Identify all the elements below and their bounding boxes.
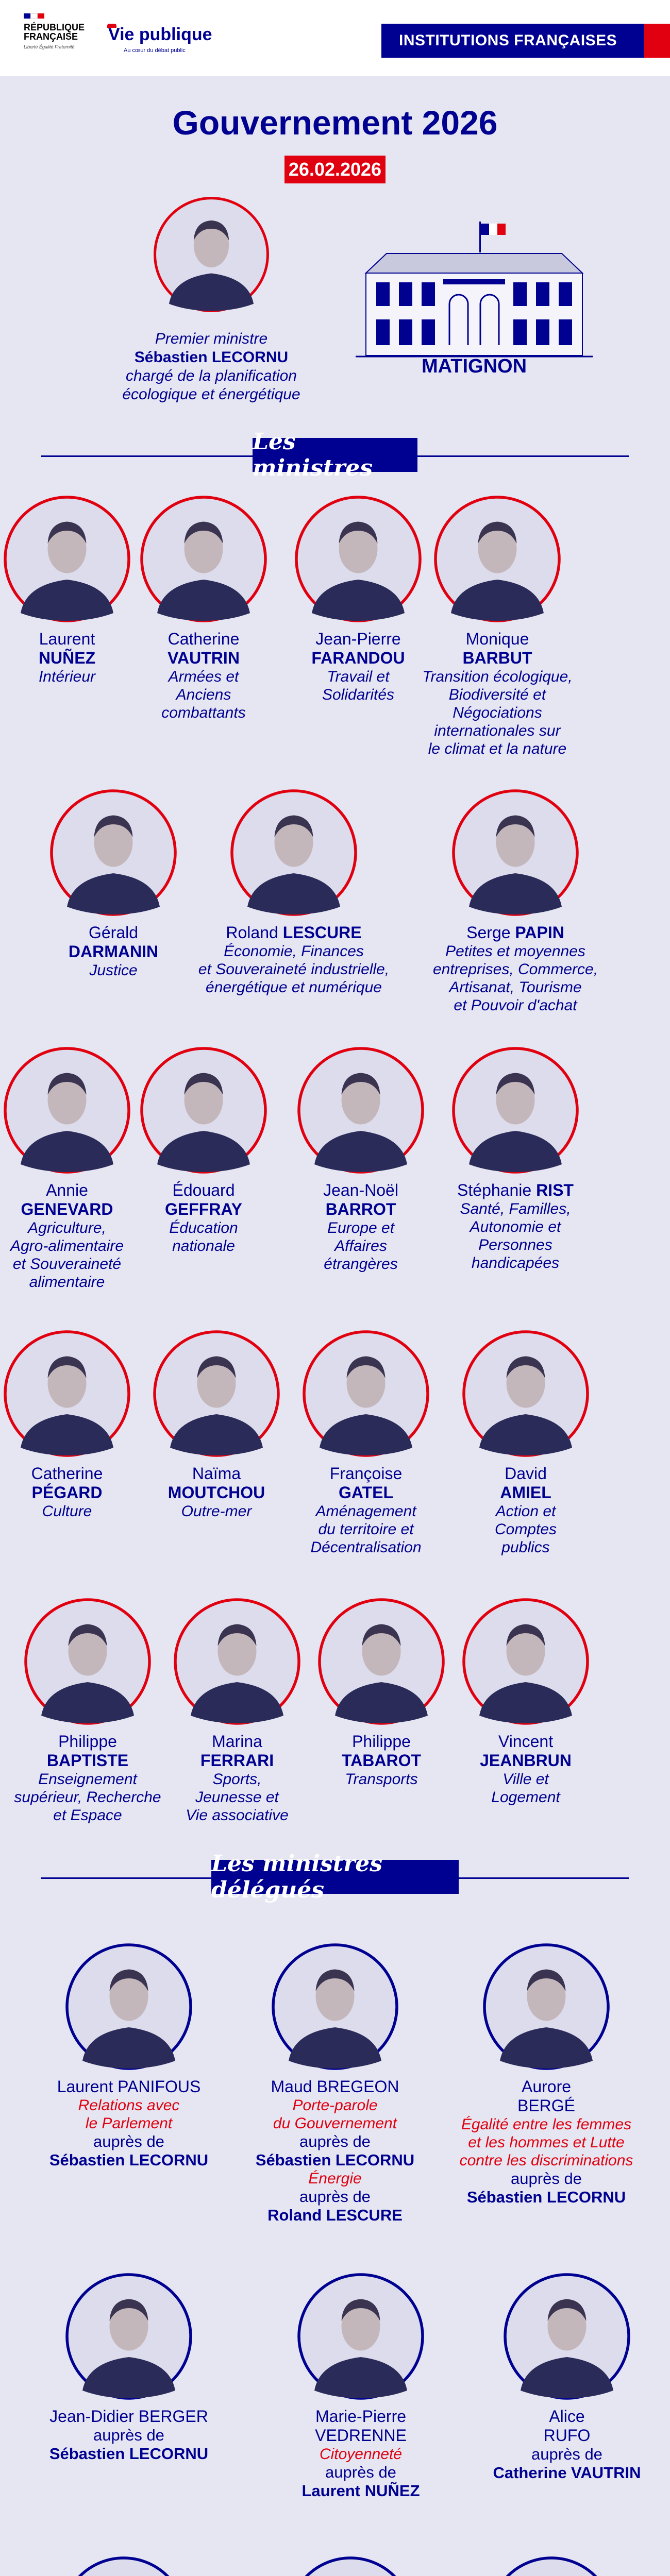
delegate-portfolio: Égalité entre les femmes (461, 2116, 632, 2133)
minister-portfolio: Autonomie et (470, 1218, 561, 1235)
portrait-photo (451, 788, 580, 917)
portrait-photo (461, 1329, 590, 1458)
minister-last-name: JEANBRUN (480, 1751, 572, 1770)
delegate-minister-card (21, 1942, 237, 2170)
minister-first-name: Stéphanie (457, 1181, 532, 1199)
portrait-photo (301, 1329, 430, 1458)
minister-portfolio: Sports, (212, 1771, 262, 1788)
portrait-photo (433, 495, 562, 623)
tricolor-flag-icon (24, 13, 44, 19)
minister-first-name: Monique (465, 630, 529, 648)
minister-portfolio: Aménagement (315, 1503, 416, 1520)
minister-portfolio: entreprises, Commerce, (432, 961, 598, 978)
matignon-label: MATIGNON (421, 355, 527, 377)
minister-first-name: Jean-Noël (323, 1181, 398, 1199)
portrait-photo (139, 495, 268, 623)
section-ministers-label: Les ministres (253, 438, 417, 472)
minister-portfolio: Outre-mer (181, 1503, 252, 1520)
portrait-photo (153, 196, 270, 313)
portrait-photo (59, 2555, 188, 2576)
delegate-minister-card (237, 1942, 433, 2225)
portrait-photo (49, 788, 178, 917)
minister-portfolio: et Souveraineté industrielle, (198, 961, 390, 978)
minister-portfolio: Logement (491, 1789, 560, 1806)
delegate-reports-to: Sébastien LECORNU (255, 2151, 415, 2169)
minister-last-name: FARANDOU (311, 649, 405, 667)
delegate-portfolio: du Gouvernement (273, 2115, 397, 2132)
delegate-reports-to: Sébastien LECORNU (49, 2445, 209, 2463)
prime-minister-desc: écologique et énergétique (122, 386, 300, 403)
minister-first-name: Laurent (39, 630, 95, 648)
delegate-aupres: auprès de (511, 2170, 582, 2188)
minister-first-name: Vincent (498, 1732, 554, 1751)
prime-minister-role: Premier ministre (155, 330, 268, 347)
delegate-portfolio: contre les discriminations (459, 2152, 633, 2169)
minister-portfolio: Négociations (453, 704, 542, 721)
date-badge: 26.02.2026 (284, 156, 386, 183)
portrait-photo (296, 1046, 425, 1175)
minister-portfolio: Économie, Finances (224, 943, 364, 960)
minister-portfolio: Biodiversité et (448, 686, 546, 703)
portrait-photo (461, 1597, 590, 1726)
minister-portfolio: Enseignement (38, 1771, 137, 1788)
minister-portfolio: Éducation (169, 1219, 238, 1236)
delegate-aupres: auprès de (325, 2463, 396, 2481)
minister-first-name: Roland (226, 923, 278, 942)
minister-last-name: TABAROT (341, 1751, 422, 1770)
minister-card (459, 1597, 593, 1806)
minister-portfolio: Travail et (327, 668, 390, 685)
minister-portfolio: et Espace (53, 1807, 122, 1824)
delegate-portfolio: Porte-parole (292, 2097, 378, 2114)
delegate-name-line: Laurent PANIFOUS (57, 2077, 201, 2096)
minister-portfolio: et Souveraineté (12, 1256, 122, 1273)
delegate-name-line: Aurore (521, 2077, 572, 2096)
delegate-reports-to: Catherine VAUTRIN (493, 2464, 641, 2482)
minister-portfolio: alimentaire (29, 1274, 105, 1291)
minister-card (417, 495, 577, 758)
delegate-portfolio: et les hommes et Lutte (468, 2134, 625, 2151)
minister-card (183, 788, 405, 996)
minister-portfolio: Agro-alimentaire (10, 1238, 124, 1255)
minister-portfolio: Solidarités (322, 686, 395, 703)
minister-portfolio: Transition écologique, (422, 668, 573, 685)
minister-name (0, 630, 134, 668)
delegate-name-line: Marie-Pierre (315, 2407, 407, 2426)
minister-portfolio: supérieur, Recherche (14, 1789, 161, 1806)
minister-last-name: VAUTRIN (167, 649, 240, 667)
minister-portfolio: Europe et (327, 1219, 395, 1236)
minister-card (0, 495, 134, 686)
minister-name (149, 1464, 283, 1502)
republique-francaise-logo[interactable] (24, 13, 86, 49)
rf-motto: Liberté Égalité Fraternité (24, 44, 75, 49)
minister-portfolio: le climat et la nature (428, 740, 567, 757)
minister-name (183, 923, 405, 942)
portrait-photo (3, 1046, 131, 1175)
minister-first-name: David (505, 1464, 547, 1483)
delegate-portfolio: Relations avec (78, 2097, 180, 2114)
delegate-reports-to: Roland LESCURE (267, 2206, 403, 2224)
minister-portfolio: Jeunesse et (195, 1789, 279, 1806)
minister-name (314, 1732, 448, 1770)
prime-minister-name: Sébastien LECORNU (134, 349, 289, 366)
minister-first-name: Naïma (192, 1464, 241, 1483)
delegate-reports-to: Sébastien LECORNU (49, 2151, 209, 2169)
section-ministers-header (0, 429, 670, 481)
minister-last-name: LESCURE (282, 923, 362, 942)
minister-last-name: GENEVARD (21, 1200, 113, 1218)
minister-portfolio: Action et (495, 1503, 556, 1520)
minister-first-name: Serge (466, 923, 511, 942)
page-title: Gouvernement 2026 (172, 104, 498, 142)
minister-last-name: NUÑEZ (38, 649, 96, 667)
section-delegates-label: Les ministres délégués (211, 1860, 459, 1894)
portrait-photo (317, 1597, 446, 1726)
portrait-photo (64, 1942, 193, 2071)
portrait-photo (482, 1942, 611, 2071)
portrait-photo (271, 1942, 399, 2071)
minister-first-name: Philippe (352, 1732, 411, 1751)
rf-line1: RÉPUBLIQUE (24, 22, 85, 32)
portrait-photo (296, 2272, 425, 2401)
minister-first-name: Catherine (31, 1464, 103, 1483)
delegate-minister-card (438, 1942, 655, 2207)
minister-first-name: Annie (46, 1181, 88, 1199)
portrait-photo (173, 1597, 301, 1726)
minister-portfolio: Décentralisation (310, 1539, 422, 1556)
minister-last-name: GATEL (338, 1483, 394, 1502)
minister-name (291, 630, 425, 668)
minister-portfolio: Justice (89, 962, 138, 979)
delegate-portfolio: Énergie (308, 2170, 362, 2187)
minister-card (160, 1597, 314, 1824)
top-header (0, 0, 670, 76)
minister-name (294, 1181, 428, 1219)
minister-portfolio: Vie associative (186, 1807, 289, 1824)
minister-last-name: BARBUT (462, 649, 532, 667)
minister-card (137, 1046, 271, 1255)
minister-portfolio: Artisanat, Tourisme (449, 979, 582, 996)
minister-card (443, 1046, 588, 1272)
portrait-photo (23, 1597, 152, 1726)
minister-name (299, 1464, 433, 1502)
category-band: INSTITUTIONS FRANÇAISES (381, 24, 644, 58)
minister-card (0, 1329, 134, 1520)
minister-last-name: BAPTISTE (46, 1751, 129, 1770)
minister-name (443, 1181, 588, 1200)
minister-last-name: PAPIN (515, 923, 564, 942)
minister-card (294, 1046, 428, 1273)
delegate-portfolio: le Parlement (85, 2115, 173, 2132)
minister-portfolio: Agriculture, (28, 1219, 106, 1236)
minister-name (0, 1732, 180, 1770)
delegate-name-line: Maud BREGEON (271, 2077, 399, 2096)
portrait-photo (3, 495, 131, 623)
delegate-portfolio: Citoyenneté (319, 2446, 403, 2463)
minister-name (0, 1464, 134, 1502)
minister-last-name: GEFFRAY (165, 1200, 242, 1218)
section-delegates-header (0, 1851, 670, 1903)
minister-first-name: Jean-Pierre (315, 630, 401, 648)
category-band-accent (644, 24, 670, 58)
minister-portfolio: Petites et moyennes (445, 943, 585, 960)
delegate-name (237, 2077, 433, 2096)
matignon-building-illustration (356, 222, 593, 376)
delegate-name-line: BERGÉ (517, 2096, 576, 2115)
vie-publique-tagline: Au cœur du débat public (124, 47, 186, 54)
portrait-photo (487, 2555, 616, 2576)
minister-first-name: Catherine (167, 630, 240, 648)
delegate-minister-card (253, 2555, 448, 2576)
delegate-name-line: RUFO (543, 2426, 591, 2445)
delegate-name (21, 2407, 237, 2426)
minister-portfolio: étrangères (324, 1256, 398, 1273)
minister-last-name: AMIEL (500, 1483, 551, 1502)
minister-card (459, 1329, 593, 1556)
delegate-reports-to: Sébastien LECORNU (466, 2188, 626, 2206)
minister-last-name: FERRARI (200, 1751, 274, 1770)
minister-first-name: Édouard (172, 1181, 235, 1199)
delegate-aupres: auprès de (93, 2426, 164, 2444)
minister-name (137, 1181, 271, 1219)
portrait-photo (64, 2272, 193, 2401)
minister-card (412, 788, 618, 1014)
delegate-name (263, 2407, 459, 2445)
minister-name (46, 923, 180, 961)
portrait-photo (3, 1329, 131, 1458)
delegate-aupres: auprès de (299, 2132, 371, 2150)
minister-last-name: DARMANIN (68, 942, 159, 961)
minister-portfolio: Affaires (334, 1238, 387, 1255)
vie-publique-logo[interactable]: Vie publique (108, 25, 212, 44)
minister-first-name: Philippe (58, 1732, 117, 1751)
portrait-photo (451, 1046, 580, 1175)
minister-card (0, 1597, 180, 1824)
minister-card (314, 1597, 448, 1788)
minister-name (412, 923, 618, 942)
minister-portfolio: et Pouvoir d'achat (454, 997, 577, 1014)
minister-last-name: MOUTCHOU (167, 1483, 265, 1502)
minister-portfolio: du territoire et (318, 1521, 414, 1538)
delegate-name (21, 2077, 237, 2096)
minister-card (137, 495, 271, 722)
minister-portfolio: Anciens combattants (161, 686, 246, 721)
prime-minister-photo (153, 196, 270, 313)
delegate-aupres: auprès de (531, 2445, 602, 2463)
minister-name (160, 1732, 314, 1770)
delegate-minister-card (448, 2555, 655, 2576)
minister-portfolio: Ville et (502, 1771, 549, 1788)
delegate-minister-card (469, 2272, 665, 2482)
minister-last-name: BARROT (325, 1200, 396, 1218)
prime-minister-block (88, 330, 335, 404)
minister-last-name: RIST (536, 1181, 574, 1199)
minister-first-name: Françoise (329, 1464, 403, 1483)
portrait-photo (139, 1046, 268, 1175)
prime-minister-desc: chargé de la planification (126, 367, 297, 384)
minister-name (137, 630, 271, 668)
minister-portfolio: internationales sur (434, 722, 561, 739)
delegate-minister-card (10, 2555, 237, 2576)
minister-portfolio: Personnes (478, 1236, 552, 1253)
delegate-name-line: Jean-Didier BERGER (49, 2407, 208, 2426)
minister-card (149, 1329, 283, 1520)
delegate-minister-card (21, 2272, 237, 2463)
minister-portfolio: publics (501, 1539, 550, 1556)
minister-name (417, 630, 577, 668)
delegate-name (438, 2077, 655, 2115)
rf-line2: FRANÇAISE (24, 31, 78, 42)
minister-portfolio: Transports (345, 1771, 418, 1788)
minister-name (459, 1732, 593, 1770)
minister-card (299, 1329, 433, 1556)
minister-portfolio: Santé, Familles, (460, 1200, 571, 1217)
minister-portfolio: Armées et (168, 668, 239, 685)
minister-first-name: Gérald (88, 923, 139, 942)
minister-portfolio: handicapées (471, 1255, 560, 1272)
portrait-photo (152, 1329, 281, 1458)
minister-name (0, 1181, 134, 1219)
delegate-aupres: auprès de (299, 2188, 371, 2206)
delegate-name-line: VEDRENNE (315, 2426, 407, 2445)
delegate-reports-to: Laurent NUÑEZ (301, 2482, 420, 2500)
minister-name (459, 1464, 593, 1502)
minister-card (46, 788, 180, 979)
delegate-aupres: auprès de (93, 2132, 164, 2150)
delegate-minister-card (263, 2272, 459, 2500)
portrait-photo (229, 788, 358, 917)
delegate-name (469, 2407, 665, 2445)
minister-card (291, 495, 425, 704)
minister-last-name: PÉGARD (31, 1483, 103, 1502)
delegate-name-line: Alice (549, 2407, 585, 2426)
minister-portfolio: énergétique et numérique (206, 979, 382, 996)
minister-portfolio: nationale (172, 1238, 235, 1255)
minister-portfolio: Comptes (494, 1521, 557, 1538)
portrait-photo (286, 2555, 415, 2576)
minister-first-name: Marina (212, 1732, 262, 1751)
minister-portfolio: Culture (42, 1503, 92, 1520)
minister-portfolio: Intérieur (38, 668, 96, 685)
portrait-photo (502, 2272, 631, 2401)
minister-card (0, 1046, 134, 1291)
portrait-photo (294, 495, 423, 623)
